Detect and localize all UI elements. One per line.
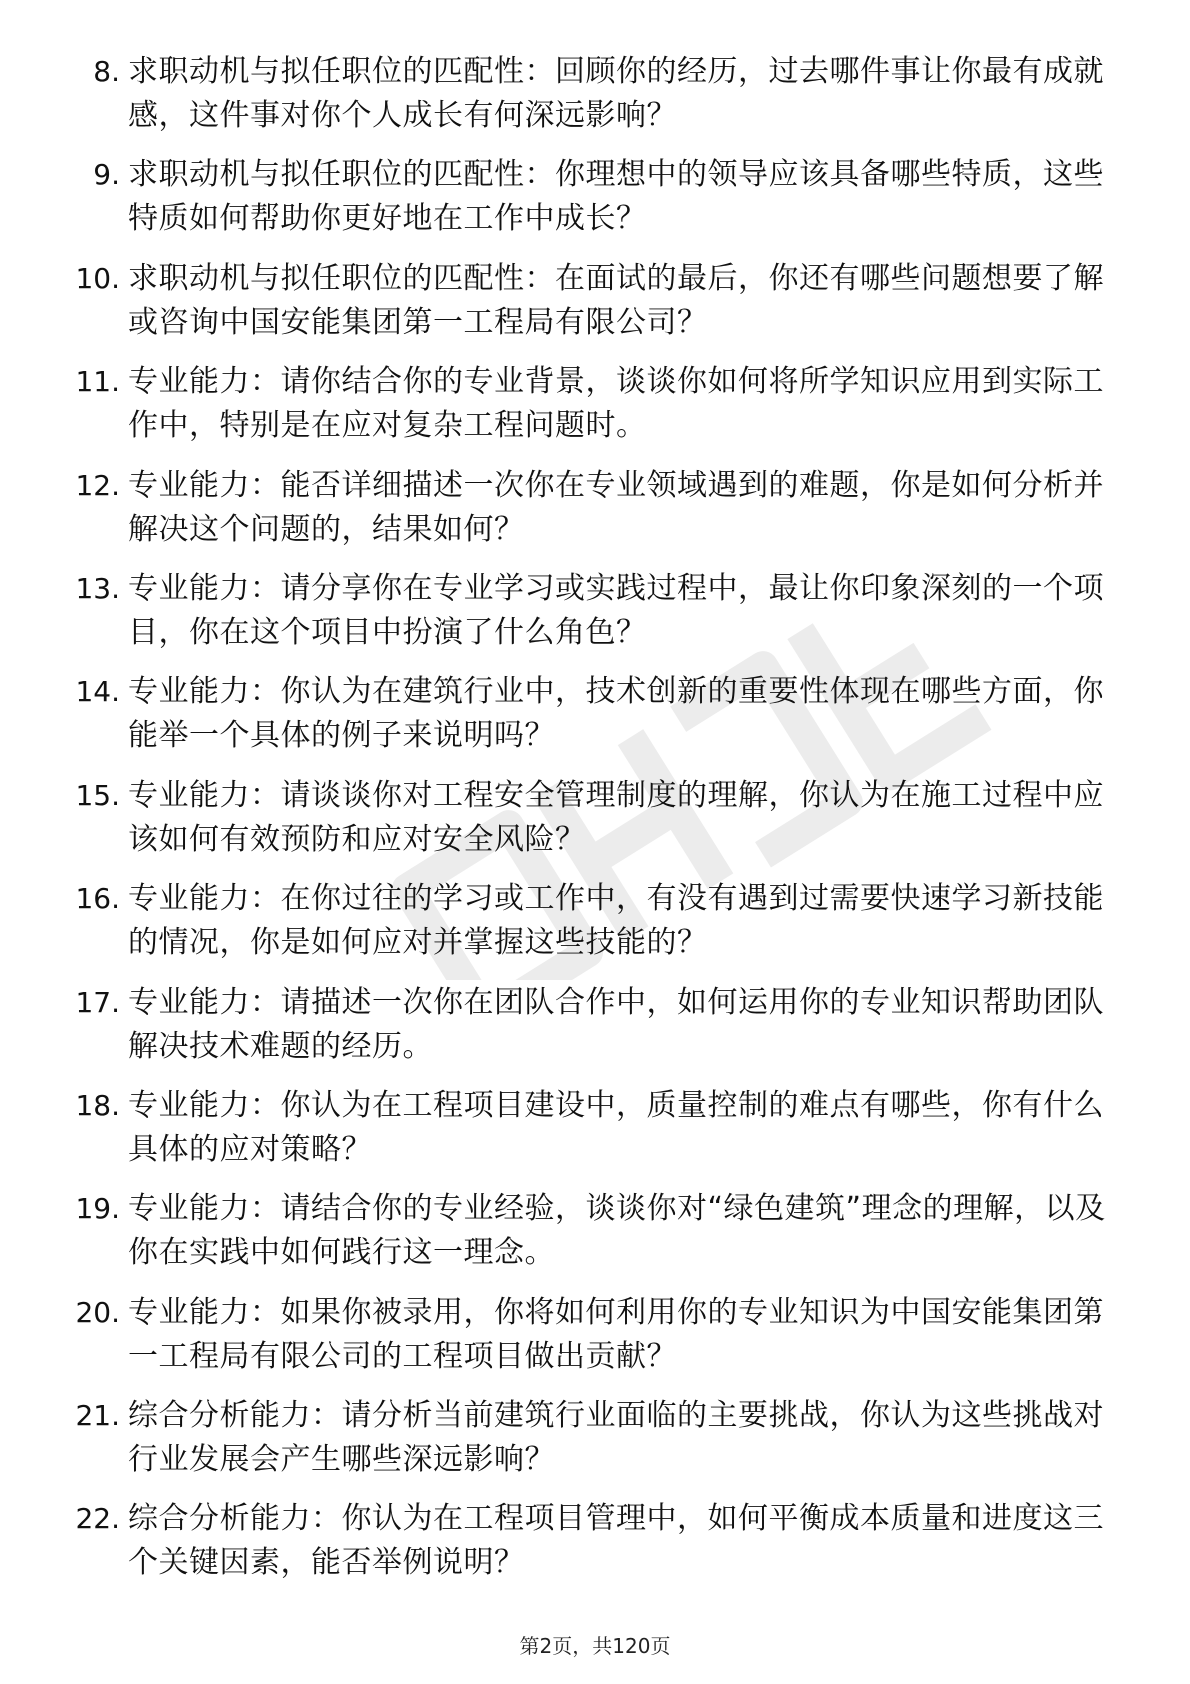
question-item xyxy=(58,360,1118,463)
question-item xyxy=(58,1394,1118,1497)
question-text: 专业能力：能否详细描述一次你在专业领域遇到的难题，你是如何分析并解决这个问题的，结果如何？ xyxy=(128,467,1104,547)
question-text: 专业能力：请谈谈你对工程安全管理制度的理解，你认为在施工过程中应该如何有效预防和应对安全风险？ xyxy=(128,777,1104,857)
question-text: 专业能力：如果你被录用，你将如何利用你的专业知识为中国安能集团第一工程局有限公司的工程项目做出贡献？ xyxy=(128,1294,1104,1374)
question-number: 12. xyxy=(75,468,120,502)
question-item xyxy=(58,464,1118,567)
question-text: 专业能力：请你结合你的专业背景，谈谈你如何将所学知识应用到实际工作中，特别是在应对复杂工程问题时。 xyxy=(128,364,1104,444)
question-text: 求职动机与拟任职位的匹配性：在面试的最后，你还有哪些问题想要了解或咨询中国安能集团第一工程局有限公司？ xyxy=(128,260,1104,340)
question-number: 19. xyxy=(75,1192,120,1226)
question-text: 专业能力：在你过往的学习或工作中，有没有遇到过需要快速学习新技能的情况，你是如何应对并掌握这些技能的？ xyxy=(128,881,1104,961)
question-text: 专业能力：你认为在工程项目建设中，质量控制的难点有哪些，你有什么具体的应对策略？ xyxy=(128,1087,1104,1167)
question-item xyxy=(58,1187,1118,1290)
question-number: 16. xyxy=(75,882,120,916)
question-text: 专业能力：请结合你的专业经验，谈谈你对“绿色建筑”理念的理解，以及你在实践中如何践行这一理念。 xyxy=(128,1191,1106,1271)
question-text: 专业能力：请分享你在专业学习或实践过程中，最让你印象深刻的一个项目，你在这个项目中扮演了什么角色？ xyxy=(128,570,1104,650)
question-number: 10. xyxy=(75,261,120,295)
question-text: 综合分析能力：请分析当前建筑行业面临的主要挑战，你认为这些挑战对行业发展会产生哪些深远影响？ xyxy=(128,1398,1104,1478)
question-number: 18. xyxy=(75,1088,120,1122)
question-text: 专业能力：请描述一次你在团队合作中，如何运用你的专业知识帮助团队解决技术难题的经历。 xyxy=(128,984,1104,1064)
question-item xyxy=(58,774,1118,877)
question-number: 13. xyxy=(75,571,120,605)
question-item xyxy=(58,877,1118,980)
question-number: 20. xyxy=(75,1295,120,1329)
question-number: 11. xyxy=(75,365,120,399)
question-item xyxy=(58,1084,1118,1187)
question-item xyxy=(58,981,1118,1084)
question-text: 综合分析能力：你认为在工程项目管理中，如何平衡成本质量和进度这三个关键因素，能否举例说明？ xyxy=(128,1501,1104,1581)
question-text: 求职动机与拟任职位的匹配性：回顾你的经历，过去哪件事让你最有成就感，这件事对你个人成长有何深远影响？ xyxy=(128,54,1104,133)
question-number: 8. xyxy=(93,55,120,88)
question-item xyxy=(58,257,1118,360)
question-item xyxy=(58,1291,1118,1394)
question-item xyxy=(58,153,1118,256)
question-number: 17. xyxy=(75,985,120,1019)
question-list xyxy=(58,50,1118,1601)
question-item xyxy=(58,1497,1118,1600)
question-number: 9. xyxy=(93,158,120,192)
question-number: 15. xyxy=(75,778,120,812)
question-number: 21. xyxy=(75,1399,120,1433)
question-item xyxy=(58,567,1118,670)
question-item xyxy=(58,670,1118,773)
page-footer: 第2页，共120页 xyxy=(519,1634,671,1658)
question-text: 专业能力：你认为在建筑行业中，技术创新的重要性体现在哪些方面，你能举一个具体的例子来说明吗？ xyxy=(128,674,1104,754)
question-item xyxy=(58,50,1118,153)
question-number: 14. xyxy=(75,675,120,709)
question-text: 求职动机与拟任职位的匹配性：你理想中的领导应该具备哪些特质，这些特质如何帮助你更好地在工作中成长？ xyxy=(128,157,1104,237)
question-number: 22. xyxy=(75,1502,120,1536)
